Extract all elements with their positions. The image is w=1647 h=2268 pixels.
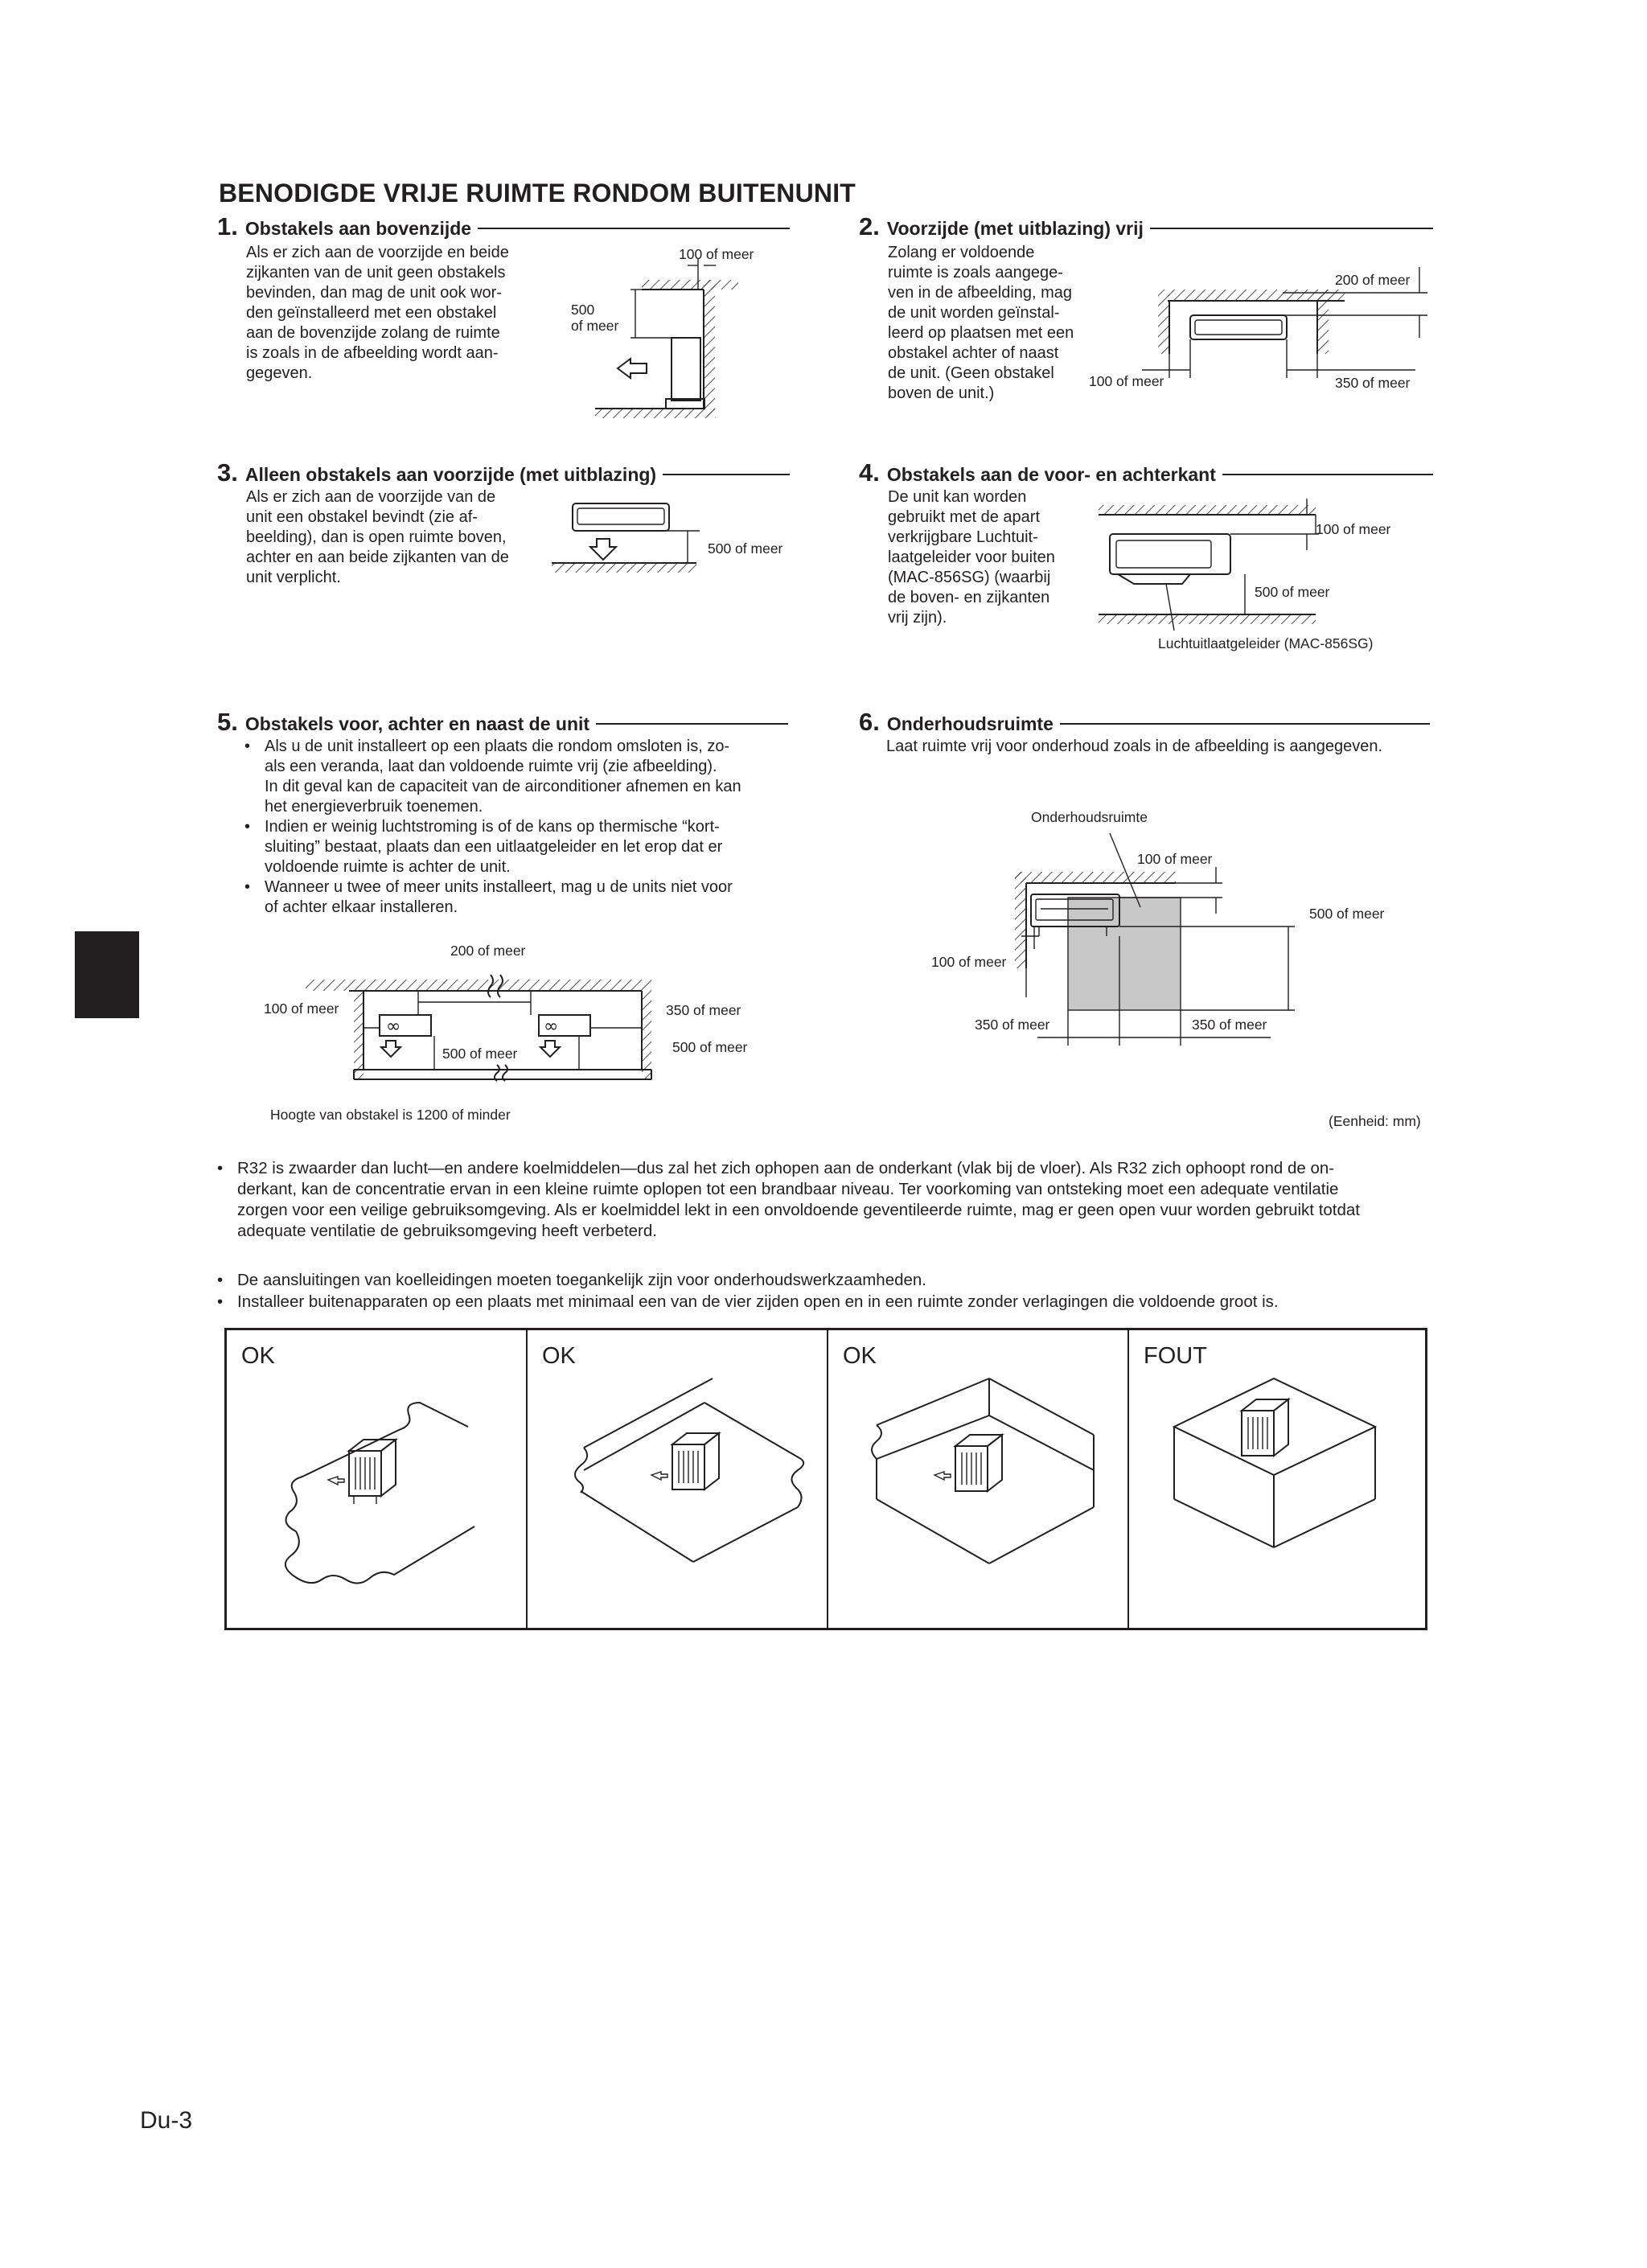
page-title: BENODIGDE VRIJE RUIMTE RONDOM BUITENUNIT <box>219 179 856 207</box>
dim-label: of meer <box>571 318 619 334</box>
dim-label: 350 of meer <box>666 1002 741 1018</box>
dim-label: 500 <box>571 302 595 318</box>
dim-label: 100 of meer <box>1137 851 1213 867</box>
dim-label: 500 of meer <box>442 1046 518 1062</box>
diagram-4 <box>1094 494 1351 655</box>
section-tab-marker <box>75 931 139 1018</box>
section-1-text: Als er zich aan de voorzijde en beide zijkanten van de unit geen obstakels bevinden, dan mag de unit ook wor- den geïnstalleerd met een obstakel aan de bovenzijde zolang de ruimte is zoals in de afbeelding wordt aan- gegeven. <box>246 244 509 382</box>
dim-label: 200 of meer <box>450 943 526 959</box>
dim-label: 500 of meer <box>1255 584 1330 600</box>
panel-ok-2 <box>528 1330 828 1628</box>
section-number: 4. <box>859 458 880 487</box>
diagram-1 <box>595 241 788 426</box>
dim-label: 100 of meer <box>679 246 754 262</box>
section-4-heading <box>859 458 1433 487</box>
dim-label: 350 of meer <box>975 1017 1050 1033</box>
section-1-heading <box>217 212 790 241</box>
section-title: Obstakels voor, achter en naast de unit <box>244 713 590 734</box>
dim-label: Luchtuitlaatgeleider (MAC-856SG) <box>1158 635 1374 651</box>
enclosed-pit-illustration <box>1153 1387 1411 1620</box>
svg-text:∞: ∞ <box>386 1017 401 1037</box>
section-title: Voorzijde (met uitblazing) vrij <box>886 218 1144 239</box>
panel-label: OK <box>241 1343 275 1369</box>
section-title: Alleen obstakels aan voorzijde (met uitblazing) <box>244 464 657 485</box>
panel-label: OK <box>542 1343 576 1369</box>
list-item: • Als u de unit installeert op een plaats die rondom omsloten is, zo- <box>244 737 791 757</box>
dim-label: 500 of meer <box>672 1039 748 1055</box>
section-number: 1. <box>217 212 238 240</box>
section-title: Obstakels aan bovenzijde <box>244 218 472 239</box>
section-3-heading <box>217 458 790 487</box>
section-4-text: De unit kan worden gebruikt met de apart verkrijgbare Luchtuit- laatgeleider voor buiten (MAC-856SG) (waarbij de boven- en zijkanten vrij zijn). <box>888 488 1055 627</box>
r32-note: • R32 is zwaarder dan lucht—en andere koelmiddelen—dus zal het zich ophopen aan de onderkant (vlak bij de vloer). Als R32 zich ophoopt rond de on- derkant, kan de concentratie ervan in een kleine ruimte oplopen tot een brandbaar niveau. Ter voorkoming van ontsteking moet een adequate ventilatie zorgen voor een veilige gebruiksomgeving. Als er koelmiddel lekt in een onvoldoende geventileerde ruimte, mag er geen open vuur worden gebruikt totdat adequate ventilatie de gebruiksomgeving heeft verbeterd. <box>217 1158 1431 1242</box>
panel-label: OK <box>843 1343 877 1369</box>
panel-ok-3 <box>828 1330 1129 1628</box>
section-5-heading <box>217 708 788 737</box>
page-number: Du-3 <box>140 2107 193 2134</box>
svg-text:∞: ∞ <box>544 1017 559 1037</box>
diagram-5 <box>306 957 676 1102</box>
unit-note: (Eenheid: mm) <box>1329 1113 1421 1129</box>
dim-label: 100 of meer <box>264 1000 339 1017</box>
installation-examples <box>224 1328 1427 1630</box>
section-2-heading <box>859 212 1433 241</box>
dim-label: 100 of meer <box>1089 373 1164 389</box>
list-item: • Indien er weinig luchtstroming is of de kans op thermische “kort- <box>244 817 791 837</box>
section-6-text: Laat ruimte vrij voor onderhoud zoals in de afbeelding is aangegeven. <box>886 738 1383 755</box>
section-2-text: Zolang er voldoende ruimte is zoals aangege- ven in de afbeelding, mag de unit worden geïnstal- leerd op plaatsen met een obstakel achter of naast de unit. (Geen obstakel boven de unit.) <box>888 244 1074 402</box>
section-number: 6. <box>859 708 880 736</box>
section-number: 5. <box>217 708 238 736</box>
section-5-bullets: • Als u de unit installeert op een plaats die rondom omsloten is, zo- als een veranda, laat dan voldoende ruimte vrij (zie afbeelding). In dit geval kan de capaciteit van de airconditioner afnemen en kan het energieverbruik toenemen. • Indien er weinig luchtstroming is of de kans op thermische “kort- sluiting” bestaat, plaats dan een uitlaatgeleider en let erop dat er voldoende ruimte is achter de unit. • Wanneer u twee of meer units installeert, mag u de units niet voor of achter elkaar installeren. <box>244 737 791 918</box>
list-item: • De aansluitingen van koelleidingen moeten toegankelijk zijn voor onderhoudswerkzaamheden. <box>217 1269 1431 1291</box>
dim-label: 500 of meer <box>708 540 783 557</box>
two-walls-illustration <box>852 1387 1110 1620</box>
section-3-text: Als er zich aan de voorzijde van de unit een obstakel bevindt (zie af- beelding), dan is open ruimte boven, achter en aan beide zijkanten van de unit verplicht. <box>246 488 509 586</box>
list-item: • R32 is zwaarder dan lucht—en andere koelmiddelen—dus zal het zich ophopen aan de onderkant (vlak bij de vloer). Als R32 zich ophoopt rond de on- <box>217 1158 1431 1179</box>
open-ground-illustration <box>251 1387 508 1620</box>
panel-label: FOUT <box>1144 1343 1207 1369</box>
dim-label: 200 of meer <box>1335 272 1411 288</box>
dim-label: Onderhoudsruimte <box>1031 809 1148 825</box>
dim-label: 100 of meer <box>931 954 1007 970</box>
panel-ok-1 <box>227 1330 528 1628</box>
section-number: 2. <box>859 212 880 240</box>
panel-fout <box>1129 1330 1427 1628</box>
dim-label: 350 of meer <box>1335 375 1411 391</box>
general-notes <box>217 1269 1431 1313</box>
section-6-heading <box>859 708 1430 737</box>
section-title: Obstakels aan de voor- en achterkant <box>886 464 1216 485</box>
section-number: 3. <box>217 458 238 487</box>
list-item: • Wanneer u twee of meer units installeert, mag u de units niet voor <box>244 877 791 898</box>
section-title: Onderhoudsruimte <box>886 713 1054 734</box>
one-wall-illustration <box>552 1387 809 1620</box>
list-item: • Installeer buitenapparaten op een plaats met minimaal een van de vier zijden open en in een ruimte zonder verlagingen die voldoende groot is. <box>217 1291 1431 1313</box>
dim-label: 500 of meer <box>1309 906 1385 922</box>
dim-label: 350 of meer <box>1192 1017 1267 1033</box>
dim-label: 100 of meer <box>1316 521 1391 537</box>
dim-label: Hoogte van obstakel is 1200 of minder <box>270 1107 511 1123</box>
